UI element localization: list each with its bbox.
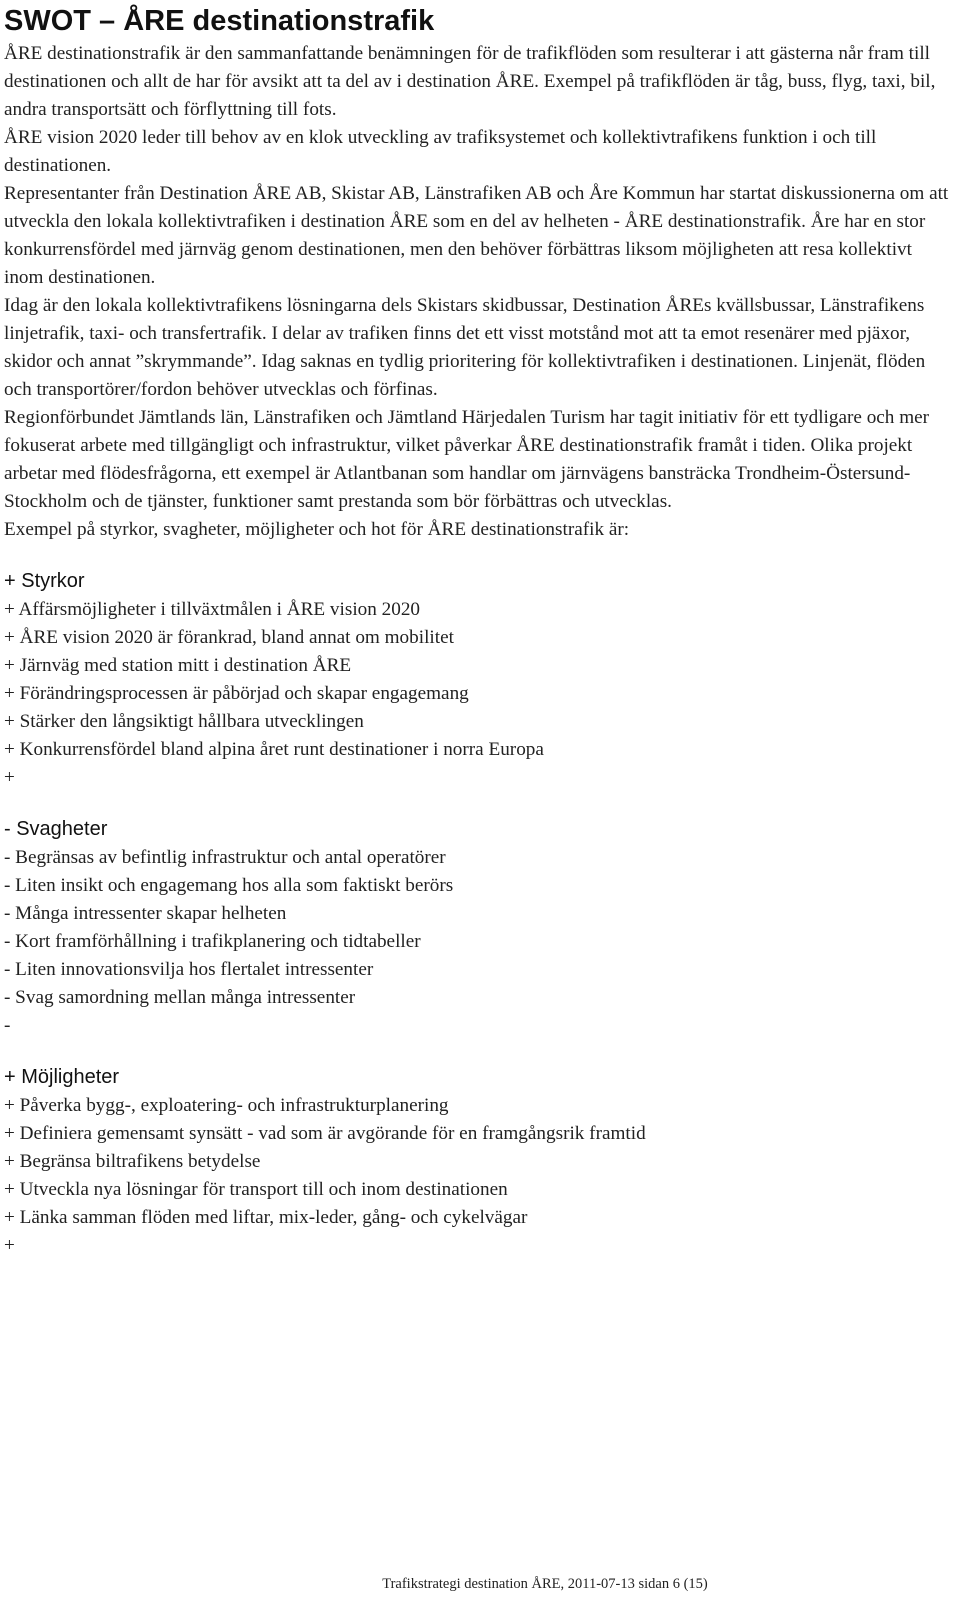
paragraph-definition: ÅRE destinationstrafik är den sammanfattande benämningen för de trafikflöden som resulterar i att gästerna når fram till destinationen och allt de har för avsikt att ta del av i destination ÅRE. Exempel på trafikflöden är tåg, buss, flyg, taxi, bil, andra transportsätt och förflyttning till fots. (4, 43, 936, 120)
list-item: + Begränsa biltrafikens betydelse (4, 1151, 261, 1172)
paragraph-representatives: Representanter från Destination ÅRE AB, Skistar AB, Länstrafiken AB och Åre Kommun har startat diskussionerna om att utveckla den lokala kollektivtrafiken i destination ÅRE som en del av helheten - ÅRE destinationstrafik. Åre har en stor konkurrensfördel med järnväg genom destinationen, men den behöver förbättras liksom möjligheten att resa kollektivt inom destinationen. (4, 183, 949, 288)
list-item: + (4, 1235, 15, 1256)
list-item: + Påverka bygg-, exploatering- och infrastrukturplanering (4, 1095, 449, 1116)
list-item: + Utveckla nya lösningar för transport till och inom destinationen (4, 1179, 508, 1200)
list-item: + (4, 767, 15, 788)
list-item: + ÅRE vision 2020 är förankrad, bland annat om mobilitet (4, 627, 454, 648)
document-page (4, 0, 952, 1260)
swot-strengths-section (4, 566, 952, 792)
opportunities-heading: + Möjligheter (4, 1066, 120, 1088)
strengths-heading: + Styrkor (4, 570, 85, 592)
document-title: SWOT – ÅRE destinationstrafik (4, 5, 435, 37)
list-item: - Kort framförhållning i trafikplanering och tidtabeller (4, 931, 421, 952)
list-item: + Affärsmöjligheter i tillväxtmålen i ÅRE vision 2020 (4, 599, 421, 620)
paragraph-swot-intro: Exempel på styrkor, svagheter, möjligheter och hot för ÅRE destinationstrafik är: (4, 519, 630, 540)
list-item: + Stärker den långsiktigt hållbara utvecklingen (4, 711, 364, 732)
list-item: + Konkurrensfördel bland alpina året runt destinationer i norra Europa (4, 739, 544, 760)
strengths-list (4, 596, 952, 792)
paragraph-current-state: Idag är den lokala kollektivtrafikens lösningarna dels Skistars skidbussar, Destination ÅREs kvällsbussar, Länstrafikens linjetrafik, taxi- och transfertrafik. I delar av trafiken finns det ett visst motstånd mot att ta emot resenärer med pjäxor, skidor och annat ”skrymmande”. Idag saknas en tydlig prioritering för kollektivtrafiken i destinationen. Linjenät, flöden och transportörer/fordon behöver utvecklas och förfinas. (4, 295, 926, 400)
swot-opportunities-section (4, 1062, 952, 1260)
list-item: + Länka samman flöden med liftar, mix-leder, gång- och cykelvägar (4, 1207, 528, 1228)
list-item: - Många intressenter skapar helheten (4, 903, 287, 924)
list-item: - (4, 1015, 11, 1036)
weaknesses-list (4, 844, 952, 1040)
list-item: + Definiera gemensamt synsätt - vad som är avgörande för en framgångsrik framtid (4, 1123, 646, 1144)
list-item: - Svag samordning mellan många intressenter (4, 987, 356, 1008)
paragraph-regional-initiative: Regionförbundet Jämtlands län, Länstrafiken och Jämtland Härjedalen Turism har tagit initiativ för ett tydligare och mer fokuserat arbete med tillgängligt och infrastruktur, vilket påverkar ÅRE destinationstrafik framåt i tiden. Olika projekt arbetar med flödesfrågorna, ett exempel är Atlantbanan som handlar om järnvägens bansträcka Trondheim-Östersund-Stockholm och de tjänster, funktioner samt prestanda som bör förbättras och utvecklas. (4, 407, 930, 512)
list-item: - Liten innovationsvilja hos flertalet intressenter (4, 959, 374, 980)
list-item: + Järnväg med station mitt i destination ÅRE (4, 655, 352, 676)
paragraph-vision: ÅRE vision 2020 leder till behov av en klok utveckling av trafiksystemet och kollektivtrafikens funktion i och till destinationen. (4, 127, 877, 176)
list-item: - Begränsas av befintlig infrastruktur och antal operatörer (4, 847, 446, 868)
weaknesses-heading: - Svagheter (4, 818, 108, 840)
page-footer: Trafikstrategi destination ÅRE, 2011-07-13 sidan 6 (15) (382, 1576, 708, 1592)
list-item: + Förändringsprocessen är påbörjad och skapar engagemang (4, 683, 469, 704)
list-item: - Liten insikt och engagemang hos alla som faktiskt berörs (4, 875, 454, 896)
opportunities-list (4, 1092, 952, 1260)
swot-weaknesses-section (4, 814, 952, 1040)
